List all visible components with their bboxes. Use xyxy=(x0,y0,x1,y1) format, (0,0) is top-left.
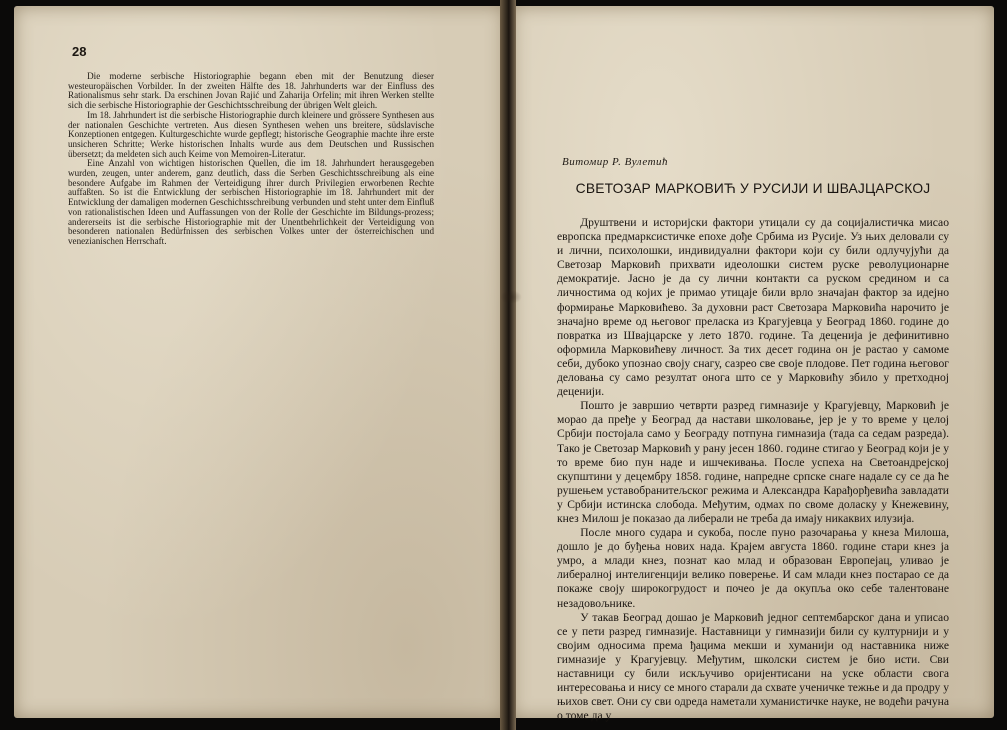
page-number: 28 xyxy=(72,44,87,59)
left-paragraph-3: Eine Anzahl von wichtigen historischen Quellen, die im 18. Jahrhundert herausgegeben wurden, zeugen, unter anderem, ganz deutlich, dass die Serben Geschichtsschreibung als eine besondere Aufgabe im Rahmen der Verteidigung ihrer durch Privilegien erworbenen Rechte auffaßten. So ist die Entwicklung der serbischen Historiographie im 18. Jahrhundert mit der Entwicklung der damaligen modernen Geschichtsschreibung verbunden und steht unter dem Einfluß von rationalistischen Ideen und Auffassungen von der Rolle der Geschichte im Bildungs-prozess; andererseits ist die serbische Historiographie mit der Unentbehrlichkeit der Verteidigung von besonderen nationalen Bedürfnissen des serbischen Volkes unter der österreichischen und venezianischen Herrschaft. xyxy=(68,158,434,246)
right-page-text xyxy=(557,216,949,723)
right-paragraph-4: У такав Београд дошао је Марковић једног септембарског дана и уписао се у пети разред гимназије. Наставници у гимназији били су културнији и у својим односима према ђацима мекши и хуманији од наставника ниже гимназије у Крагујевцу. Међутим, школски систем је био исти. Сви наставници су били искључиво оријентисани на уске области свога интересовања и нису се много старали да схвате ученичке тежње и да продру у њихов свет. Они су сви одреда наметали хуманистичке науке, не водећи рачуна о томе да у xyxy=(557,610,949,723)
article-author: Витомир Р. Вулетић xyxy=(562,156,669,168)
right-paragraph-1: Друштвени и историјски фактори утицали су да социјалистичка мисао европска предмарксистичке епохе дође Србима из Русије. Уз њих деловали су и лични, психолошки, индивидуални фактори који су били одлучујући да Светозар Марковић прихвати идеолошки систем руске револуционарне демократије. Јасно је да су лични контакти са руском средином и са личностима од којих је примао утицаје били врло значајан фактор за идејно формирање Марковићево. За духовни раст Светозара Марковића нарочито је значајно време од његовог преласка из Крагујевца у Београд 1860. године до повратка из Швајцарске у лето 1870. године. Та деценија је дефинитивно оформила Марковићеву личност. За тих десет година он је растао у самоме себи, дубоко упознао своју снагу, сазрео све своје плодове. Пет година његовог деловања су само резултат онога што се у Марковићу збило у претходној деценији. xyxy=(557,216,949,399)
right-paragraph-2: Пошто је завршио четврти разред гимназије у Крагујевцу, Марковић је морао да пређе у Београд да настави школовање, јер је у то време у целој Србији постојала само у Београду потпуна гимназија (тада са седам разреда). Тако је Светозар Марковић у рану јесен 1860. године стигао у Београд који је у то време био пун наде и ишчекивања. После успеха на Светоандрејској скупштини у децембру 1858. године, напредне српске снаге надале су се да ће рушењем уставобранитељског режима и Александра Карађорђевића завладати у Србији истинска слобода. Међутим, одмах по своме доласку у Кнежевину, кнез Милош је показао да либерали не треба да имају никаквих илузија. xyxy=(557,399,949,525)
article-title: СВЕТОЗАР МАРКОВИЋ У РУСИЈИ И ШВАЈЦАРСКОЈ xyxy=(575,181,931,196)
left-paragraph-2: Im 18. Jahrhundert ist die serbische Historiographie durch kleinere und grössere Synthesen aus der nationalen Geschichte vertreten. Aus diesen Synthesen wehen uns breitere, südslavische Konzeptionen entgegen. Kulturgeschichte wurde gepflegt; historische Geographie machte ihre erste unsicheren Schritte; Werke historischen Inhalts wurde aus dem Deutschen und Russischen übersetzt; da meldeten sich auch Keime von Memoiren-Literatur. xyxy=(68,109,434,159)
left-paragraph-1: Die moderne serbische Historiographie begann eben mit der Benutzung dieser westeuropäischen Vorbilder. In der zweiten Hälfte des 18. Jahrhunderts war der Einfluss des Rationalismus sehr stark. Da erschinen Jovan Rajić und Zaharija Orfelin; mit ihren Werken stellte sich die serbische Historiographie der Geschichtsschreibung der übrigen Welt gleich. xyxy=(68,71,434,111)
left-page-text xyxy=(68,72,434,247)
book-gutter xyxy=(500,0,516,730)
paper-crease xyxy=(500,290,522,304)
right-paragraph-3: После много судара и сукоба, после пуно разочарања у кнеза Милоша, дошло је до буђења нових нада. Крајем августа 1860. године стари кнез ја умро, а млади кнез, познат као млад и образован Европејац, уливао је либералној интелигенцији велико поверење. И сам млади кнез постарао се да покаже своју широкогрудост и почео је да окупља око себе талентоване незадовољнике. xyxy=(557,526,949,610)
